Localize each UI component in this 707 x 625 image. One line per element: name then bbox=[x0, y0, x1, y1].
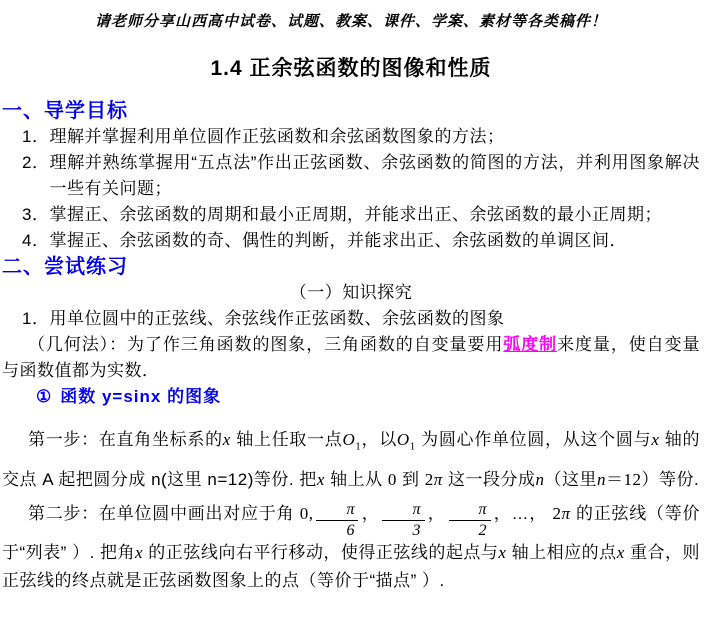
goal-item-2 bbox=[2, 150, 700, 202]
list-number: 1． bbox=[22, 127, 50, 146]
text-run: π bbox=[561, 504, 571, 524]
text-run: ， bbox=[361, 504, 380, 524]
text-run: x bbox=[651, 430, 660, 449]
list-text: 掌握正、余弦函数的奇、偶性的判断，并能求出正、余弦函数的单调区间． bbox=[49, 231, 627, 250]
text-run: 到 bbox=[396, 470, 425, 490]
text-run: 这一段分成 bbox=[442, 470, 536, 490]
header-note: 请老师分享山西高中试卷、试题、教案、课件、学案、素材等各类稿件！ bbox=[94, 14, 607, 30]
document-title: 1.4 正余弦函数的图像和性质 bbox=[210, 57, 492, 80]
fraction: $\frac{\pi}{3}$ bbox=[382, 501, 424, 540]
list-text: 理解并熟练掌握用“五点法”作出正弦函数、余弦函数的简图的方法，并利用图象解决一些有关问题； bbox=[49, 153, 700, 198]
text-run: 2 bbox=[552, 504, 562, 524]
goal-item-1 bbox=[2, 124, 700, 150]
text-run: 0, bbox=[299, 504, 314, 524]
text-run: ＝12 bbox=[606, 470, 642, 490]
list-number: 4． bbox=[22, 231, 50, 250]
goal-item-4 bbox=[2, 228, 700, 254]
section-heading-goals: 一、导学目标 bbox=[2, 100, 128, 122]
text-run: ，以 bbox=[361, 430, 397, 449]
graph-heading-label: 函数 y=sinx 的图象 bbox=[60, 387, 222, 406]
list-text: 掌握正、余弦函数的周期和最小正周期，并能求出正、余弦函数的最小正周期； bbox=[49, 205, 662, 224]
text-run: （这里 bbox=[544, 470, 598, 490]
text-run: 0 bbox=[387, 470, 397, 490]
text-run: 第二步：在单位圆中画出对应于角 bbox=[28, 504, 300, 524]
circled-number-icon: ① bbox=[36, 387, 53, 406]
text-run: 轴上相应的点 bbox=[506, 543, 617, 563]
subsection-title: （一）知识探究 bbox=[289, 283, 413, 302]
text-run: ，…， bbox=[493, 504, 553, 524]
goal-item-3 bbox=[2, 202, 700, 228]
step2-paragraph bbox=[2, 500, 700, 595]
text-run: 第一步：在直角坐标系的 bbox=[28, 430, 223, 449]
text-run: x bbox=[498, 543, 507, 563]
text-run: 轴的交点 A 起把圆分成 n(这里 n=12)等份. 把 bbox=[2, 430, 700, 490]
geometric-method-paragraph bbox=[2, 332, 700, 384]
fraction: $\frac{\pi}{6}$ bbox=[316, 501, 358, 540]
text-run: ）等份. bbox=[641, 470, 700, 490]
graph-heading bbox=[2, 384, 700, 410]
text-run: x bbox=[135, 543, 144, 563]
list-text: 理解并掌握利用单位圆作正弦函数和余弦函数图象的方法； bbox=[49, 127, 505, 146]
text-run: 轴上从 bbox=[324, 470, 388, 490]
text-run: π bbox=[433, 470, 443, 490]
text-run: n bbox=[535, 470, 545, 490]
text-run: x bbox=[222, 430, 231, 449]
text-run: 为圆心作单位圆，从这个圆与 bbox=[415, 430, 652, 449]
fraction: $\frac{\pi}{2}$ bbox=[449, 501, 491, 540]
text-run: （几何法）：为了作三角函数的图象，三角函数的自变量要用 bbox=[28, 335, 504, 354]
text-run: $O_1$ bbox=[342, 430, 362, 453]
text-run: x bbox=[316, 470, 325, 490]
list-number: 2． bbox=[22, 153, 50, 172]
text-run: n bbox=[597, 470, 607, 490]
text-run: 重合，则正弦线的终点就是正弦函数图象上的点（等价于“描点” ）. bbox=[2, 543, 700, 591]
text-run: $O_1$ bbox=[396, 430, 416, 453]
text-run: 的正弦线（等价于“列表” ）. 把角 bbox=[2, 504, 700, 563]
knowledge-point: 1．用单位圆中的正弦线、余弦线作正弦函数、余弦函数的图象 bbox=[22, 309, 505, 328]
text-run: 的正弦线向右平行移动，使得正弦线的起点与 bbox=[143, 543, 499, 563]
text-run: ， bbox=[427, 504, 446, 524]
text-run: 2 bbox=[424, 470, 434, 490]
text-run: 来度量，使自变量与函数值都为实数． bbox=[2, 335, 701, 380]
section-heading-practice: 二、尝试练习 bbox=[2, 256, 128, 278]
highlighted-term: 弧度制 bbox=[503, 335, 558, 354]
step1-paragraph bbox=[2, 423, 700, 496]
list-number: 3． bbox=[22, 205, 50, 224]
text-run: 轴上任取一点 bbox=[230, 430, 343, 449]
text-run: x bbox=[616, 543, 625, 563]
